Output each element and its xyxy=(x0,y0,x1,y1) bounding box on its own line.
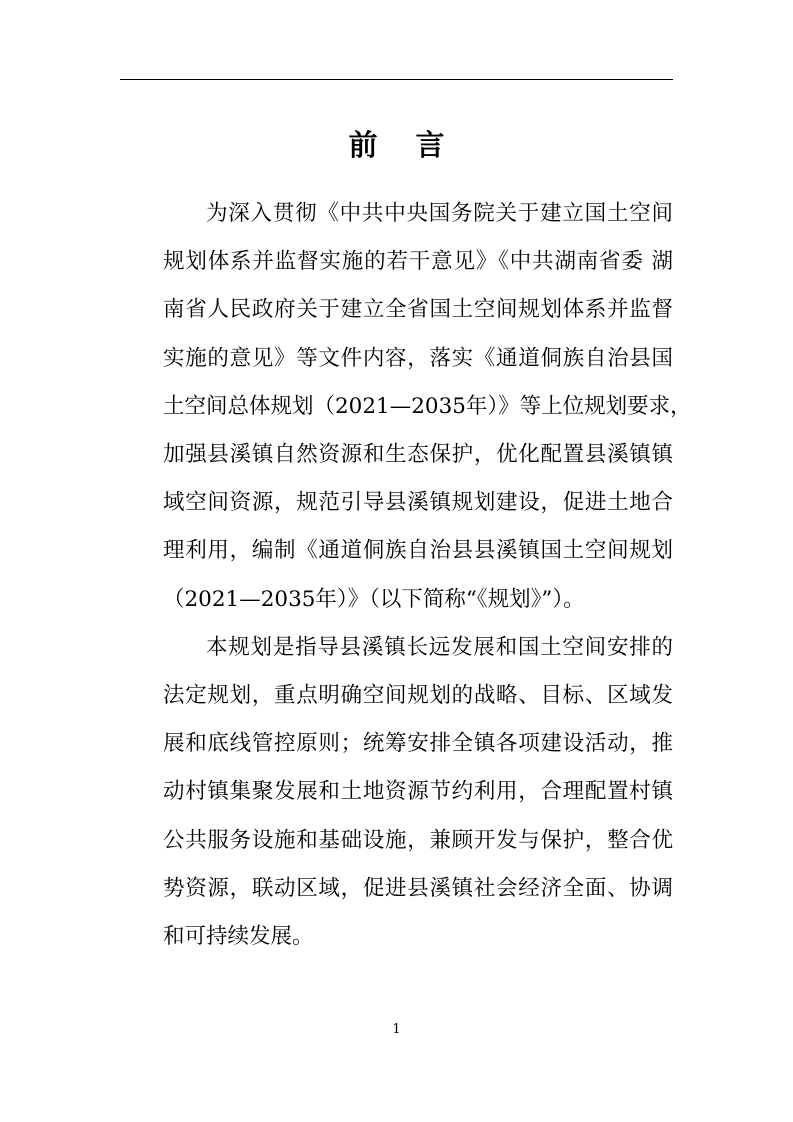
text-line: 和可持续发展。 xyxy=(163,924,314,950)
paragraph-1 xyxy=(120,190,692,624)
text-line: 法定规划，重点明确空间规划的战略、目标、区域发 xyxy=(163,683,673,709)
text-line: 规划体系并监督实施的若干意见》《中共湖南省委 湖 xyxy=(163,249,673,275)
text-line: 展和底线管控原则；统筹安排全镇各项建设活动，推 xyxy=(163,731,673,757)
text-line: 为深入贯彻《中共中央国务院关于建立国土空间 xyxy=(206,201,673,226)
text-line: 本规划是指导县溪镇长远发展和国土空间安排的 xyxy=(206,634,673,660)
document-body xyxy=(120,190,692,961)
header-rule xyxy=(120,79,673,80)
text-line: 理利用，编制《通道侗族自治县县溪镇国土空间规划 xyxy=(163,538,673,564)
text-line: 实施的意见》等文件内容，落实《通道侗族自治县国 xyxy=(163,345,673,371)
text-line: 南省人民政府关于建立全省国土空间规划体系并监督 xyxy=(163,297,673,323)
text-line: 域空间资源，规范引导县溪镇规划建设，促进土地合 xyxy=(163,490,673,516)
text-line: 动村镇集聚发展和土地资源节约利用，合理配置村镇 xyxy=(163,779,673,805)
text-line: 公共服务设施和基础设施，兼顾开发与保护，整合优 xyxy=(163,827,673,853)
page-number: 1 xyxy=(392,1022,401,1037)
text-line: 势资源，联动区域，促进县溪镇社会经济全面、协调 xyxy=(163,875,673,901)
text-line: 加强县溪镇自然资源和生态保护，优化配置县溪镇镇 xyxy=(163,442,673,468)
text-line: 土空间总体规划（2021—2035年）》等上位规划要求， xyxy=(163,393,692,419)
page-title: 前 言 xyxy=(348,128,459,162)
text-line: （2021—2035年）》（以下简称“《规划》”）。 xyxy=(163,586,585,612)
paragraph-2 xyxy=(120,624,673,961)
